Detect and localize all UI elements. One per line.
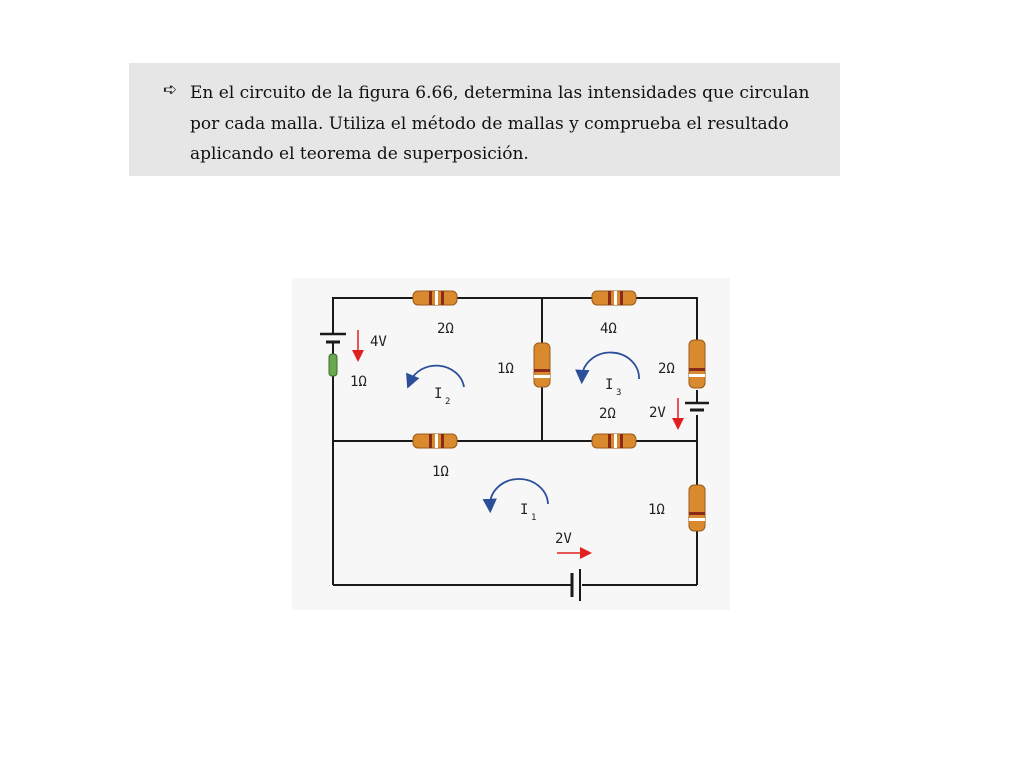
mesh-current-subscript-right: 3 [616,388,622,398]
label-resistor-right-lower: 1Ω [648,502,665,518]
resistor-mid-left [413,434,457,448]
resistor-right-lower [689,485,705,531]
mesh-current-label-right: I [605,377,614,393]
resistor-top-left [413,291,457,305]
label-resistor-mid-left: 1Ω [432,464,449,480]
mesh-current-label-left: I [434,386,443,402]
resistor-middle-vertical [534,343,550,387]
mesh-current-label-bottom: I [520,502,529,518]
label-source-right: 2V [649,405,666,421]
label-resistor-mid-right: 2Ω [599,406,616,422]
label-resistor-left-internal: 1Ω [350,374,367,390]
resistor-left-internal [329,354,337,376]
hollow-arrow-right-icon: ➪ [163,80,178,100]
resistor-top-right [592,291,636,305]
circuit-diagram [292,278,730,610]
label-resistor-top-right: 4Ω [600,321,617,337]
label-resistor-top-left: 2Ω [437,321,454,337]
circuit-background [292,278,730,610]
label-resistor-right-upper: 2Ω [658,361,675,377]
mesh-current-subscript-bottom: 1 [531,513,537,523]
label-source-bottom: 2V [555,531,572,547]
label-source-left: 4V [370,334,387,350]
problem-statement [129,63,840,176]
resistor-mid-right [592,434,636,448]
mesh-current-subscript-left: 2 [445,397,451,407]
resistor-right-upper [689,340,705,388]
label-resistor-middle-vertical: 1Ω [497,361,514,377]
problem-text: En el circuito de la figura 6.66, determina las intensidades que circulan por cada malla. Utiliza el método de mallas y comprueba el resultado aplicando el teorema de superposición. [190,83,810,164]
